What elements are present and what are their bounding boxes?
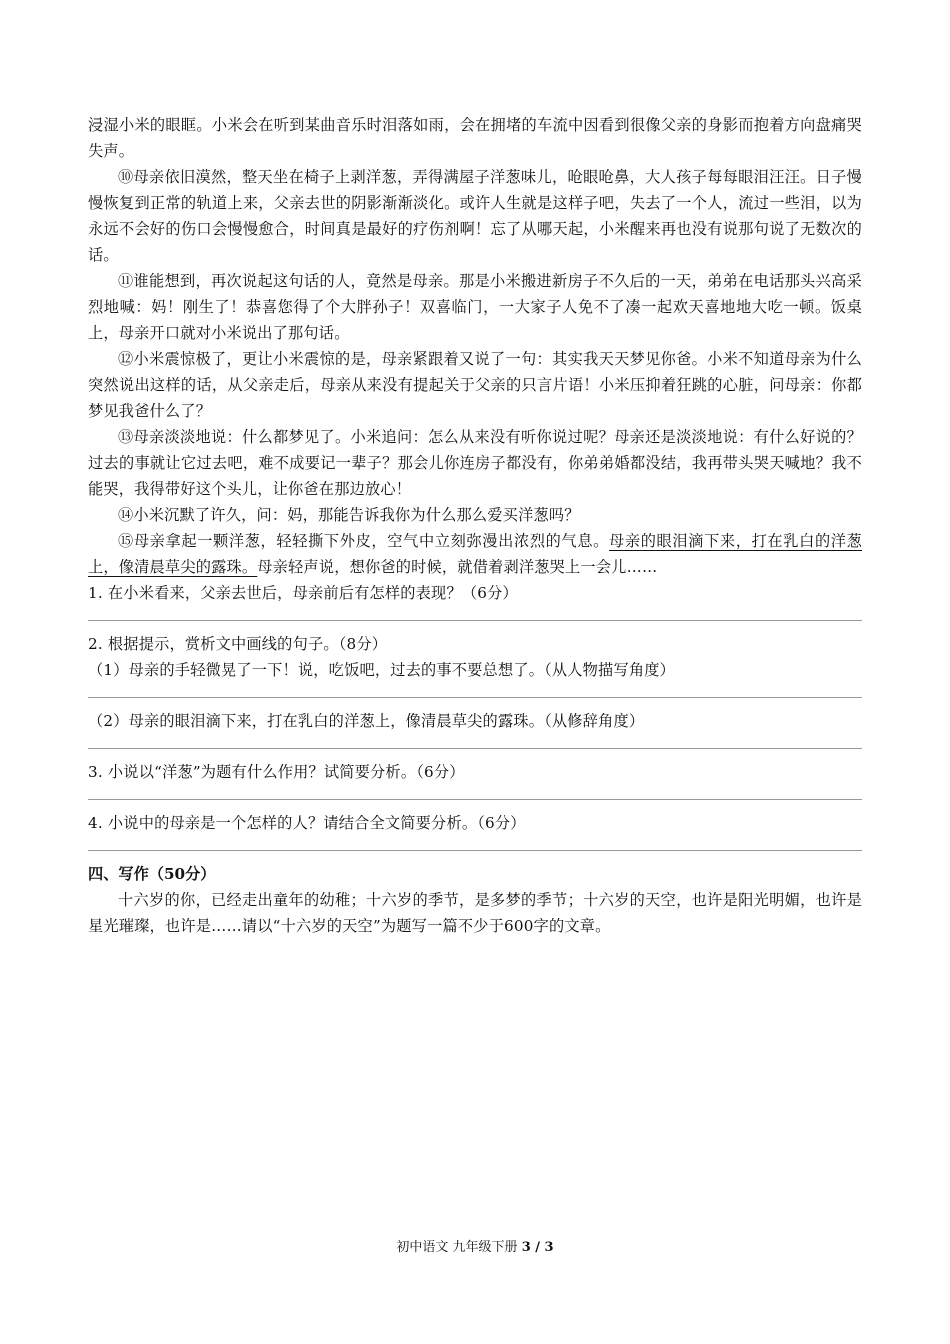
passage-paragraph-10: ⑩母亲依旧漠然，整天坐在椅子上剥洋葱，弄得满屋子洋葱味儿，呛眼呛鼻，大人孩子每每眼泪汪汪。日子慢慢恢复到正常的轨道上来，父亲去世的阴影渐渐淡化。或许人生就是这样子吧，失去了一个人，流过一些泪，以为永远不会好的伤口会慢慢愈合，时间真是最好的疗伤剂啊！忘了从哪天起，小米醒来再也没有说那句说了无数次的话。	[88, 168, 862, 264]
passage-paragraph-14: ⑭小米沉默了许久，问：妈，那能告诉我你为什么那么爱买洋葱吗？	[118, 506, 580, 524]
passage-paragraph-13: ⑬母亲淡淡地说：什么都梦见了。小米追问：怎么从来没有听你说过呢？母亲还是淡淡地说：有什么好说的？过去的事就让它过去吧，难不成要记一辈子？那会儿你连房子都没有，你弟弟婚都没结，我再带头哭天喊地？我不能哭，我得带好这个头儿，让你爸在那边放心！	[88, 428, 862, 498]
passage-paragraph-15	[88, 528, 862, 580]
page-footer	[0, 1236, 950, 1255]
p15-text-b: 母亲轻声说，想你爸的时候，就借着剥洋葱哭上一会儿……	[257, 558, 658, 576]
passage-paragraph-12: ⑫小米震惊极了，更让小米震惊的是，母亲紧跟着又说了一句：其实我天天梦见你爸。小米不知道母亲为什么突然说出这样的话，从父亲走后，母亲从来没有提起关于父亲的只言片语！小米压抑着狂跳的心脏，问母亲：你都梦见我爸什么了？	[88, 350, 862, 420]
passage-paragraph-continued: 浸湿小米的眼眶。小米会在听到某曲音乐时泪落如雨，会在拥堵的车流中因看到很像父亲的身影而抱着方向盘痛哭失声。	[88, 116, 862, 160]
exam-page	[88, 112, 862, 939]
answer-line-2-1[interactable]	[88, 697, 862, 698]
question-4: 4. 小说中的母亲是一个怎样的人？请结合全文简要分析。（6分）	[88, 814, 526, 832]
answer-line-1[interactable]	[88, 620, 862, 621]
p15-text-a: ⑮母亲拿起一颗洋葱，轻轻撕下外皮，空气中立刻弥漫出浓烈的气息。	[118, 532, 610, 550]
footer-text: 初中语文 九年级下册	[396, 1240, 522, 1255]
answer-line-4[interactable]	[88, 850, 862, 851]
question-2-part-2: （2）母亲的眼泪滴下来，打在乳白的洋葱上，像清晨草尖的露珠。（从修辞角度）	[88, 712, 645, 730]
question-2: 2. 根据提示，赏析文中画线的句子。（8分）	[88, 635, 388, 653]
p15-underlined-sentence: 母亲的眼泪滴下来，打在乳白的洋葱上，像清晨草尖的露珠。	[88, 532, 863, 576]
writing-section-title: 四、写作（50分）	[88, 865, 216, 883]
answer-line-2-2[interactable]	[88, 748, 862, 749]
question-1: 1. 在小米看来，父亲去世后，母亲前后有怎样的表现？（6分）	[88, 584, 518, 602]
question-3: 3. 小说以“洋葱”为题有什么作用？试简要分析。（6分）	[88, 763, 465, 781]
page-number: 3 / 3	[521, 1240, 554, 1255]
answer-line-3[interactable]	[88, 799, 862, 800]
passage-paragraph-11: ⑪谁能想到，再次说起这句话的人，竟然是母亲。那是小米搬进新房子不久后的一天，弟弟在电话那头兴高采烈地喊：妈！刚生了！恭喜您得了个大胖孙子！双喜临门，一大家子人免不了凑一起欢天喜地地大吃一顿。饭桌上，母亲开口就对小米说出了那句话。	[88, 272, 862, 342]
question-2-part-1: （1）母亲的手轻微晃了一下！说，吃饭吧，过去的事不要总想了。（从人物描写角度）	[88, 661, 675, 679]
writing-prompt: 十六岁的你，已经走出童年的幼稚；十六岁的季节，是多梦的季节；十六岁的天空，也许是阳光明媚，也许是星光璀璨，也许是……请以“十六岁的天空”为题写一篇不少于600字的文章。	[88, 891, 862, 935]
